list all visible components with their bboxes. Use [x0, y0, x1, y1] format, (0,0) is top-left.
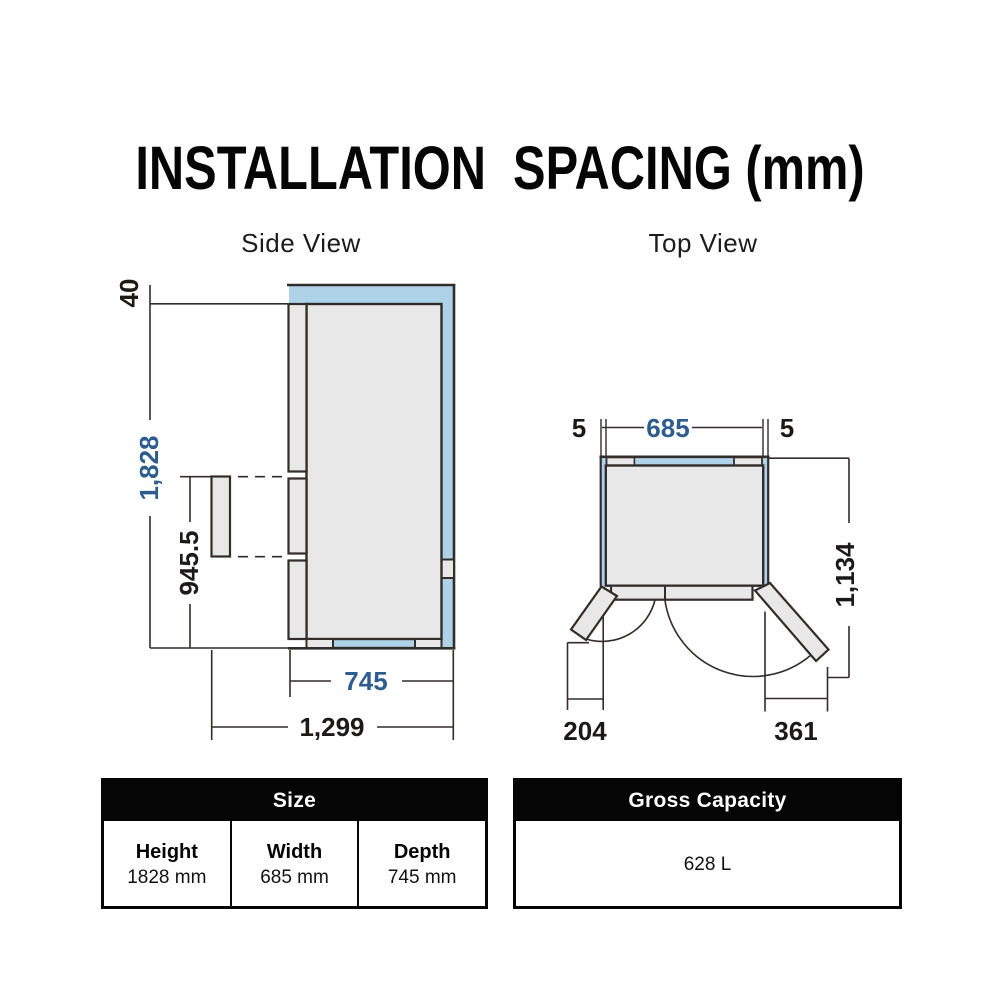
dim-depth: 745 — [344, 666, 388, 696]
dim-right-door: 361 — [774, 716, 818, 746]
side-view-diagram — [114, 279, 455, 742]
side-rear-clearance — [441, 285, 454, 648]
dim-mid-height: 945.5 — [173, 530, 204, 596]
size-cell-width — [232, 821, 360, 909]
height-value: 1828 mm — [127, 867, 207, 888]
page-title: INSTALLATION SPACING (mm) — [135, 134, 865, 202]
size-cell-depth — [359, 821, 485, 909]
size-cell-height — [104, 821, 232, 909]
top-view-diagram — [563, 413, 860, 746]
dim-gap-left: 5 — [571, 413, 587, 443]
fridge-door-panels — [289, 304, 307, 639]
dim-width: 685 — [646, 413, 690, 443]
dim-gap-right: 5 — [779, 413, 795, 443]
height-label: Height — [135, 841, 198, 863]
left-door-open — [571, 587, 617, 641]
gross-capacity-table — [513, 778, 902, 909]
top-view-label: Top View — [648, 228, 758, 258]
width-label: Width — [266, 841, 323, 863]
bottom-clearance — [333, 639, 415, 648]
side-view-label: Side View — [241, 228, 361, 258]
dim-depth-open: 1,134 — [829, 542, 860, 608]
rear-spacer-block — [441, 560, 454, 579]
capacity-table-header: Gross Capacity — [516, 781, 899, 821]
depth-label: Depth — [393, 841, 451, 863]
size-table-body — [104, 821, 485, 909]
fridge-top-body — [606, 466, 763, 586]
dim-left-door: 204 — [563, 716, 607, 746]
door-handle — [212, 477, 231, 557]
dim-top-gap: 40 — [113, 278, 144, 308]
fridge-side-body — [307, 304, 442, 639]
depth-value: 745 mm — [387, 867, 457, 888]
capacity-value: 628 L — [683, 854, 732, 875]
side-top-clearance — [289, 285, 454, 304]
dim-total-depth: 1,299 — [299, 712, 365, 742]
size-table — [101, 778, 488, 909]
dim-height: 1,828 — [133, 435, 164, 501]
width-value: 685 mm — [260, 867, 329, 888]
right-door-open — [755, 583, 829, 661]
closed-door-band — [611, 586, 753, 600]
size-table-header: Size — [104, 781, 485, 821]
